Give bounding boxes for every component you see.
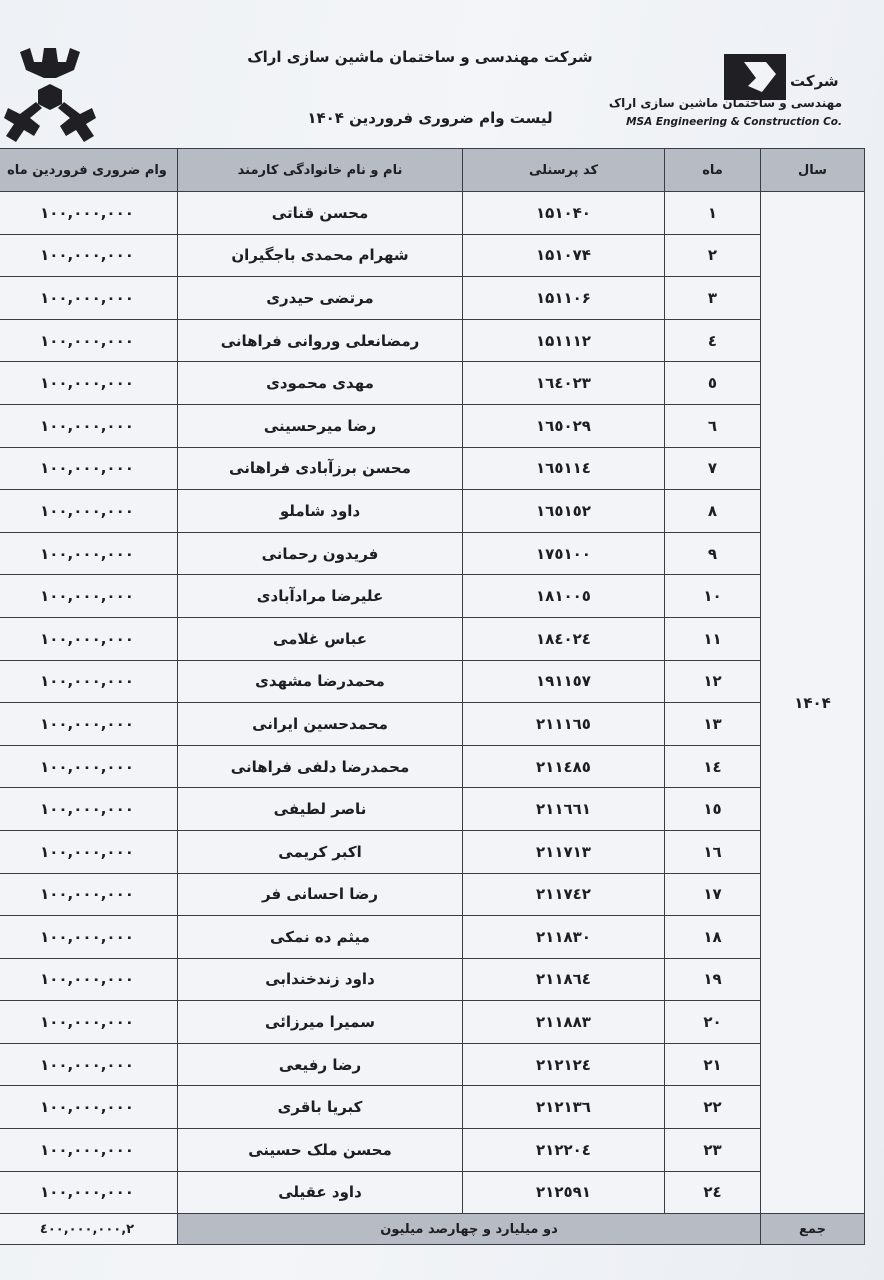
code-cell: ۲۱۱۷۱۳: [463, 830, 665, 873]
name-cell: رضا رفیعی: [178, 1043, 463, 1086]
code-cell: ۱۷٥۱۰۰: [463, 532, 665, 575]
month-cell: ۱۸: [665, 916, 761, 959]
code-cell: ۱٦٥۱۱٤: [463, 447, 665, 490]
table-row: [0, 404, 865, 447]
name-cell: علیرضا مرادآبادی: [178, 575, 463, 618]
month-cell: ۲۱: [665, 1043, 761, 1086]
month-cell: ۲٤: [665, 1171, 761, 1214]
amount-cell: ۱۰۰,۰۰۰,۰۰۰: [0, 1086, 178, 1129]
month-cell: ۱۰: [665, 575, 761, 618]
month-cell: ۲۲: [665, 1086, 761, 1129]
total-row: [0, 1214, 865, 1245]
name-cell: عباس غلامی: [178, 617, 463, 660]
name-cell: رضا احسانی فر: [178, 873, 463, 916]
code-cell: ۱۵۱۱۰۶: [463, 277, 665, 320]
month-cell: ۱: [665, 192, 761, 235]
code-cell: ۱٦٤۰۲۳: [463, 362, 665, 405]
code-cell: ۲۱۱۸٦٤: [463, 958, 665, 1001]
name-cell: شهرام محمدی باجگیران: [178, 234, 463, 277]
amount-cell: ۱۰۰,۰۰۰,۰۰۰: [0, 234, 178, 277]
amount-cell: ۱۰۰,۰۰۰,۰۰۰: [0, 362, 178, 405]
code-cell: ۲۱۲۱۲٤: [463, 1043, 665, 1086]
month-cell: ۲۰: [665, 1001, 761, 1044]
month-cell: ٤: [665, 319, 761, 362]
name-cell: محسن ملک حسینی: [178, 1129, 463, 1172]
amount-cell: ۱۰۰,۰۰۰,۰۰۰: [0, 532, 178, 575]
amount-cell: ۱۰۰,۰۰۰,۰۰۰: [0, 447, 178, 490]
month-cell: ۲۳: [665, 1129, 761, 1172]
amount-cell: ۱۰۰,۰۰۰,۰۰۰: [0, 404, 178, 447]
name-cell: محمدحسین ایرانی: [178, 703, 463, 746]
amount-cell: ۱۰۰,۰۰۰,۰۰۰: [0, 873, 178, 916]
table-row: [0, 319, 865, 362]
table-row: [0, 1129, 865, 1172]
table-row: [0, 532, 865, 575]
month-cell: ۹: [665, 532, 761, 575]
code-cell: ۲۱۱۱٦٥: [463, 703, 665, 746]
code-cell: ۲۱۱۸۸۳: [463, 1001, 665, 1044]
table-row: [0, 362, 865, 405]
brand-word: شرکت: [790, 72, 839, 90]
amount-cell: ۱۰۰,۰۰۰,۰۰۰: [0, 788, 178, 831]
column-header-month: ماه: [665, 149, 761, 192]
code-cell: ۲۱۲٥۹۱: [463, 1171, 665, 1214]
amount-cell: ۱۰۰,۰۰۰,۰۰۰: [0, 575, 178, 618]
table-row: [0, 1001, 865, 1044]
gear-wrench-logo-icon: [0, 44, 100, 144]
code-cell: ۱۵۱۰۷۴: [463, 234, 665, 277]
total-amount: ۲,٤۰۰,۰۰۰,۰۰۰: [0, 1214, 178, 1245]
total-label: جمع: [761, 1214, 865, 1245]
name-cell: محسن قناتی: [178, 192, 463, 235]
month-cell: ۷: [665, 447, 761, 490]
table-row: [0, 745, 865, 788]
month-cell: ۱۹: [665, 958, 761, 1001]
loan-table: [0, 148, 865, 1245]
table-row: [0, 575, 865, 618]
list-title: لیست وام ضروری فروردین ۱۴۰۴: [307, 109, 553, 127]
amount-cell: ۱۰۰,۰۰۰,۰۰۰: [0, 277, 178, 320]
month-cell: ۱۷: [665, 873, 761, 916]
table-row: [0, 916, 865, 959]
month-cell: ٥: [665, 362, 761, 405]
amount-cell: ۱۰۰,۰۰۰,۰۰۰: [0, 1001, 178, 1044]
table-row: [0, 703, 865, 746]
code-cell: ۱٦٥۱٥۲: [463, 490, 665, 533]
column-header-year: سال: [761, 149, 865, 192]
msa-cube-logo-icon: [722, 52, 788, 102]
code-cell: ۲۱۲۱۳٦: [463, 1086, 665, 1129]
table-row: [0, 1171, 865, 1214]
amount-cell: ۱۰۰,۰۰۰,۰۰۰: [0, 830, 178, 873]
name-cell: محسن برزآبادی فراهانی: [178, 447, 463, 490]
amount-cell: ۱۰۰,۰۰۰,۰۰۰: [0, 1043, 178, 1086]
amount-cell: ۱۰۰,۰۰۰,۰۰۰: [0, 745, 178, 788]
code-cell: ۲۱۱۷٤۲: [463, 873, 665, 916]
table-row: [0, 234, 865, 277]
total-in-words: دو میلیارد و چهارصد میلیون: [178, 1214, 761, 1245]
name-cell: محمدرضا مشهدی: [178, 660, 463, 703]
amount-cell: ۱۰۰,۰۰۰,۰۰۰: [0, 490, 178, 533]
name-cell: اکبر کریمی: [178, 830, 463, 873]
year-cell: ۱۴۰۴: [761, 192, 865, 1214]
amount-cell: ۱۰۰,۰۰۰,۰۰۰: [0, 916, 178, 959]
column-header-code: کد پرسنلی: [463, 149, 665, 192]
name-cell: کبریا باقری: [178, 1086, 463, 1129]
month-cell: ۳: [665, 277, 761, 320]
amount-cell: ۱۰۰,۰۰۰,۰۰۰: [0, 958, 178, 1001]
month-cell: ۱٦: [665, 830, 761, 873]
amount-cell: ۱۰۰,۰۰۰,۰۰۰: [0, 1171, 178, 1214]
code-cell: ۲۱۱٦٦۱: [463, 788, 665, 831]
table-row: [0, 788, 865, 831]
month-cell: ۱٤: [665, 745, 761, 788]
amount-cell: ۱۰۰,۰۰۰,۰۰۰: [0, 1129, 178, 1172]
code-cell: ۲۱۲۲۰٤: [463, 1129, 665, 1172]
code-cell: ۲۱۱۸۳۰: [463, 916, 665, 959]
code-cell: ۱٦٥۰۲۹: [463, 404, 665, 447]
name-cell: داود زندخندابی: [178, 958, 463, 1001]
code-cell: ۲۱۱٤۸٥: [463, 745, 665, 788]
amount-cell: ۱۰۰,۰۰۰,۰۰۰: [0, 319, 178, 362]
code-cell: ۱۸٤۰۲٤: [463, 617, 665, 660]
amount-cell: ۱۰۰,۰۰۰,۰۰۰: [0, 660, 178, 703]
month-cell: ۱۲: [665, 660, 761, 703]
brand-name-persian: مهندسی و ساختمان ماشین سازی اراک: [608, 96, 842, 110]
name-cell: داود شاملو: [178, 490, 463, 533]
name-cell: ناصر لطیفی: [178, 788, 463, 831]
name-cell: مرتضی حیدری: [178, 277, 463, 320]
amount-cell: ۱۰۰,۰۰۰,۰۰۰: [0, 703, 178, 746]
amount-cell: ۱۰۰,۰۰۰,۰۰۰: [0, 617, 178, 660]
name-cell: محمدرضا دلفی فراهانی: [178, 745, 463, 788]
column-header-amount: وام ضروری فروردین ماه: [0, 149, 178, 192]
month-cell: ۱۳: [665, 703, 761, 746]
name-cell: رمضانعلی وروانی فراهانی: [178, 319, 463, 362]
month-cell: ۲: [665, 234, 761, 277]
month-cell: ۱٥: [665, 788, 761, 831]
month-cell: ۱۱: [665, 617, 761, 660]
company-title: شرکت مهندسی و ساختمان ماشین سازی اراک: [247, 48, 593, 66]
table-row: [0, 617, 865, 660]
name-cell: داود عقیلی: [178, 1171, 463, 1214]
name-cell: فریدون رحمانی: [178, 532, 463, 575]
column-header-name: نام و نام خانوادگی کارمند: [178, 149, 463, 192]
code-cell: ۱۵۱۱۱۲: [463, 319, 665, 362]
name-cell: مهدی محمودی: [178, 362, 463, 405]
table-row: [0, 1086, 865, 1129]
name-cell: سمیرا میرزائی: [178, 1001, 463, 1044]
table-row: [0, 277, 865, 320]
table-row: [0, 192, 865, 235]
table-header-row: [0, 149, 865, 192]
month-cell: ٦: [665, 404, 761, 447]
code-cell: ۱۸۱۰۰٥: [463, 575, 665, 618]
name-cell: رضا میرحسینی: [178, 404, 463, 447]
amount-cell: ۱۰۰,۰۰۰,۰۰۰: [0, 192, 178, 235]
code-cell: ۱۵۱۰۴۰: [463, 192, 665, 235]
table-row: [0, 447, 865, 490]
table-row: [0, 490, 865, 533]
table-row: [0, 873, 865, 916]
table-row: [0, 958, 865, 1001]
table-row: [0, 830, 865, 873]
code-cell: ۱۹۱۱٥۷: [463, 660, 665, 703]
table-row: [0, 660, 865, 703]
table-row: [0, 1043, 865, 1086]
month-cell: ۸: [665, 490, 761, 533]
brand-name-english: MSA Engineering & Construction Co.: [626, 116, 842, 128]
name-cell: میثم ده نمکی: [178, 916, 463, 959]
